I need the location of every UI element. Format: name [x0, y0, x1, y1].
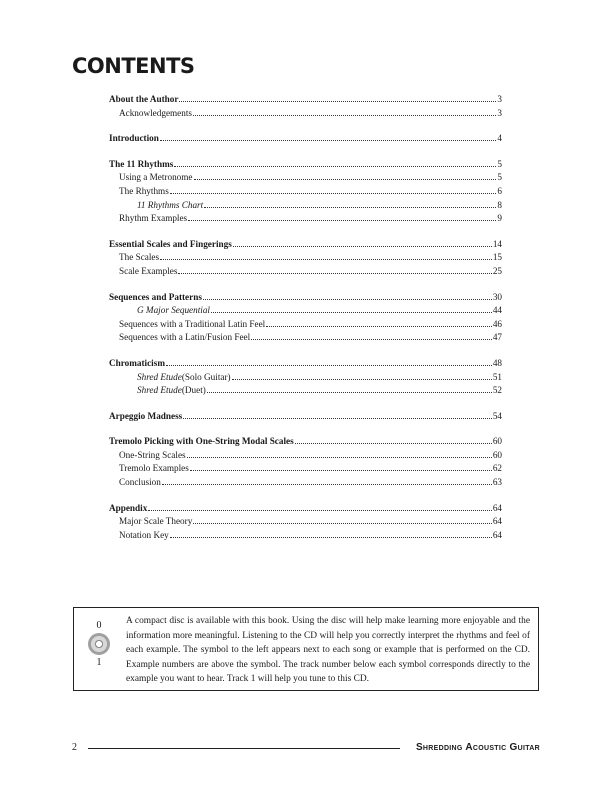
page-title: CONTENTS [72, 54, 195, 78]
page-number: 2 [72, 742, 77, 753]
toc-entry-title: Tremolo Picking with One-String Modal Scales [109, 436, 294, 447]
dot-leader [193, 115, 496, 116]
page-footer [72, 742, 540, 756]
toc-page-number: 47 [492, 332, 502, 343]
toc-entry-title: Introduction [109, 133, 159, 144]
toc-subentry[interactable] [109, 331, 502, 345]
toc-subentry[interactable] [109, 171, 502, 185]
toc-entry-title: One-String Scales [119, 449, 186, 460]
toc-page-number: 15 [492, 252, 502, 263]
cd-symbol [88, 620, 110, 668]
toc-entry-title: Essential Scales and Fingerings [109, 238, 232, 249]
toc-subentry[interactable] [109, 212, 502, 226]
toc-entry-title: Sequences and Patterns [109, 291, 202, 302]
dot-leader [194, 179, 497, 180]
cd-note-box [73, 607, 539, 691]
dot-leader [170, 537, 492, 538]
toc-section [109, 93, 502, 120]
toc-section [109, 410, 502, 424]
dot-leader [207, 392, 492, 393]
toc-section [109, 435, 502, 489]
toc-subentry[interactable] [109, 251, 502, 265]
toc-page-number: 64 [492, 502, 502, 513]
toc-page-number: 52 [492, 385, 502, 396]
toc-subentry[interactable] [109, 515, 502, 529]
toc-page-number: 46 [492, 318, 502, 329]
toc-page-number: 5 [497, 172, 502, 183]
dot-leader [295, 443, 492, 444]
toc-chapter-entry[interactable] [109, 132, 502, 146]
toc-chapter-entry[interactable] [109, 291, 502, 305]
toc-entry-title: Shred Etude [137, 371, 182, 382]
dot-leader [148, 510, 492, 511]
toc-entry-title: Appendix [109, 502, 148, 513]
toc-entry-title: Tremolo Examples [119, 463, 189, 474]
dot-leader [174, 166, 496, 167]
toc-chapter-entry[interactable] [109, 502, 502, 516]
dot-leader [160, 259, 492, 260]
dot-leader [266, 326, 492, 327]
book-title: Shredding Acoustic Guitar [415, 742, 540, 753]
toc-subentry[interactable] [109, 462, 502, 476]
dot-leader [190, 470, 492, 471]
toc-page-number: 63 [492, 477, 502, 488]
toc-page-number: 60 [492, 436, 502, 447]
toc-entry-title: G Major Sequential [137, 305, 210, 316]
footer-rule [88, 748, 400, 749]
toc-section [109, 132, 502, 146]
toc-subentry[interactable] [109, 529, 502, 543]
toc-page-number: 30 [492, 291, 502, 302]
toc-page-number: 48 [492, 357, 502, 368]
toc-section [109, 158, 502, 226]
dot-leader [204, 207, 496, 208]
toc-subentry[interactable] [109, 371, 502, 385]
toc-page-number: 51 [492, 371, 502, 382]
toc-entry-title: 11 Rhythms Chart [137, 199, 204, 210]
dot-leader [251, 339, 492, 340]
toc-entry-title: Rhythm Examples [119, 213, 188, 224]
toc-subentry[interactable] [109, 185, 502, 199]
toc-entry-title: Acknowledgements [119, 107, 192, 118]
toc-page-number: 44 [492, 305, 502, 316]
toc-chapter-entry[interactable] [109, 93, 502, 107]
toc-entry-title: The 11 Rhythms [109, 158, 174, 169]
toc-page-number: 8 [497, 199, 502, 210]
toc-chapter-entry[interactable] [109, 357, 502, 371]
toc-subentry[interactable] [109, 304, 502, 318]
toc-section [109, 291, 502, 345]
toc-page-number: 5 [497, 158, 502, 169]
dot-leader [178, 273, 491, 274]
toc-page-number: 3 [497, 107, 502, 118]
track-number: 1 [96, 657, 102, 668]
toc-page-number: 9 [497, 213, 502, 224]
toc-chapter-entry[interactable] [109, 435, 502, 449]
toc-page-number: 64 [492, 529, 502, 540]
dot-leader [183, 418, 492, 419]
toc-section [109, 238, 502, 279]
dot-leader [232, 379, 492, 380]
toc-entry-title: Notation Key [119, 529, 169, 540]
toc-chapter-entry[interactable] [109, 158, 502, 172]
toc-chapter-entry[interactable] [109, 410, 502, 424]
toc-subentry[interactable] [109, 449, 502, 463]
toc-subentry[interactable] [109, 384, 502, 398]
toc-entry-title: Arpeggio Madness [109, 410, 183, 421]
dot-leader [193, 523, 492, 524]
toc-entry-title: Scale Examples [119, 265, 178, 276]
toc-entry-suffix: (Solo Guitar) [181, 371, 231, 382]
toc-page-number: 25 [492, 265, 502, 276]
toc-page-number: 60 [492, 449, 502, 460]
toc-entry-title: Shred Etude [137, 385, 182, 396]
toc-entry-title: About the Author [109, 94, 179, 104]
toc-entry-suffix: (Duet) [181, 385, 206, 396]
dot-leader [166, 365, 492, 366]
dot-leader [162, 484, 492, 485]
toc-entry-title: Major Scale Theory [119, 516, 193, 527]
cd-note-text: A compact disc is available with this book. Using the disc will help make learning more enjoyable and the information more meaningful. Listening to the CD will help you correctly interpret the rhythms and feel of each example. The symbol to the left appears next to each song or example that is performed on the CD. Example numbers are above the symbol. The track number below each symbol corresponds directly to the example you want to hear. Track 1 will help you tune to this CD. [126, 616, 530, 685]
dot-leader [187, 457, 492, 458]
cd-icon [88, 633, 110, 655]
dot-leader [170, 193, 497, 194]
dot-leader [160, 140, 497, 141]
dot-leader [203, 299, 492, 300]
toc-subentry[interactable] [109, 476, 502, 490]
toc-page-number: 64 [492, 516, 502, 527]
toc-subentry[interactable] [109, 107, 502, 121]
toc-section [109, 357, 502, 398]
toc-entry-title: Using a Metronome [119, 172, 193, 183]
toc-entry-title: Sequences with a Traditional Latin Feel [119, 318, 266, 329]
toc-page-number: 54 [492, 410, 502, 421]
toc-subentry[interactable] [109, 199, 502, 213]
toc-section [109, 502, 502, 543]
toc-entry-title: Conclusion [119, 477, 161, 488]
toc-page-number: 14 [492, 238, 502, 249]
dot-leader [233, 246, 492, 247]
toc-chapter-entry[interactable] [109, 238, 502, 252]
toc-entry-title: Sequences with a Latin/Fusion Feel [119, 332, 251, 343]
toc-page-number: 3 [497, 94, 502, 104]
example-number: 0 [96, 620, 102, 631]
toc-entry-title: The Rhythms [119, 185, 169, 196]
toc-entry-title: Chromaticism [109, 357, 165, 368]
toc-page-number: 6 [497, 185, 502, 196]
toc-subentry[interactable] [109, 318, 502, 332]
toc-page-number: 4 [497, 133, 502, 144]
dot-leader [179, 101, 496, 102]
toc-subentry[interactable] [109, 265, 502, 279]
toc-page-number: 62 [492, 463, 502, 474]
table-of-contents [109, 93, 502, 554]
dot-leader [211, 312, 492, 313]
toc-entry-title: The Scales [119, 252, 160, 263]
dot-leader [188, 220, 496, 221]
